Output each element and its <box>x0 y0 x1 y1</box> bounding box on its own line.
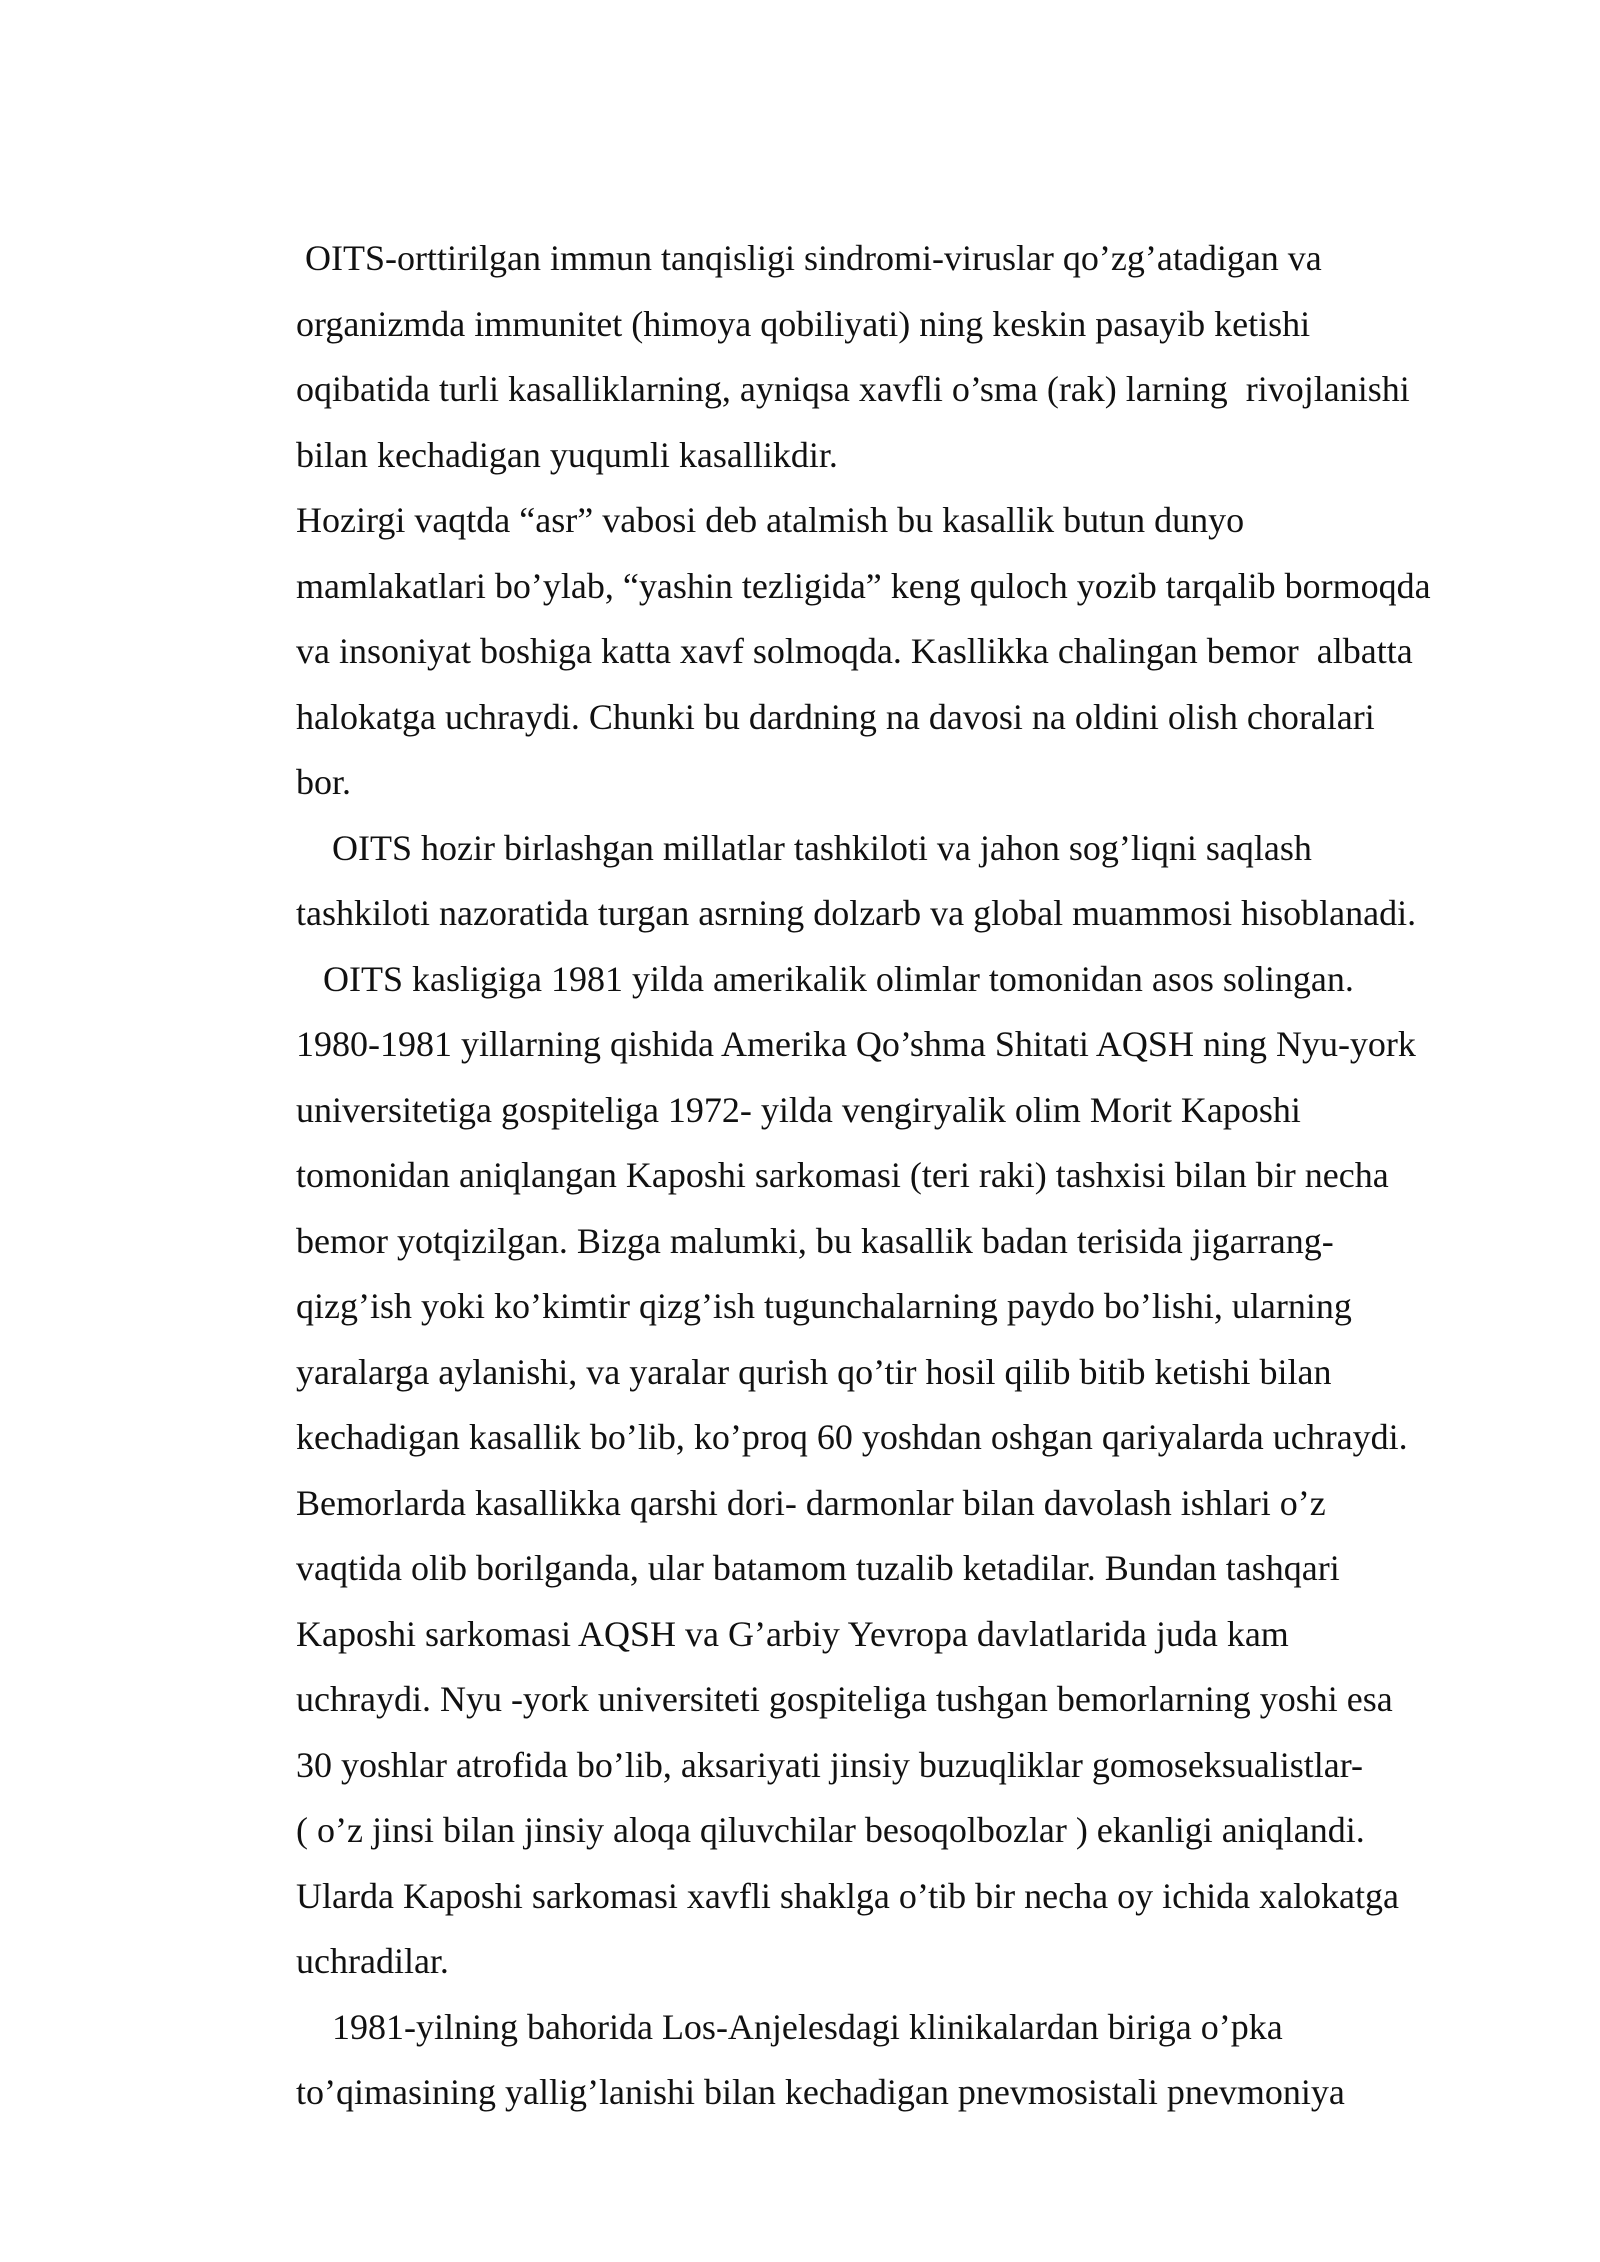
text-line: bemor yotqizilgan. Bizga malumki, bu kasallik badan terisida jigarrang- <box>296 1220 1334 1261</box>
text-line: tashkiloti nazoratida turgan asrning dolzarb va global muammosi hisoblanadi. <box>296 893 1417 933</box>
text-line: yaralarga aylanishi, va yaralar qurish qo’tir hosil qilib bitib ketishi bilan <box>296 1351 1332 1392</box>
text-line: OITS hozir birlashgan millatlar tashkiloti va jahon sog’liqni saqlash <box>296 827 1312 868</box>
text-line: uchradilar. <box>296 1941 449 1981</box>
text-line: Ularda Kaposhi sarkomasi xavfli shaklga o’tib bir necha oy ichida xalokatga <box>296 1875 1400 1916</box>
text-line: vaqtida olib borilganda, ular batamom tuzalib ketadilar. Bundan tashqari <box>296 1548 1340 1588</box>
text-line: bilan kechadigan yuqumli kasallikdir. <box>296 434 838 475</box>
text-line: Bemorlarda kasallikka qarshi dori- darmonlar bilan davolash ishlari o’z <box>296 1482 1326 1523</box>
text-line: bor. <box>296 762 352 802</box>
text-line: 1981-yilning bahorida Los-Anjelesdagi klinikalardan biriga o’pka <box>296 2006 1283 2047</box>
text-line: va insoniyat boshiga katta xavf solmoqda. Kasllikka chalingan bemor albatta <box>296 631 1413 671</box>
text-line: OITS-orttirilgan immun tanqisligi sindromi-viruslar qo’zg’atadigan va <box>296 238 1322 278</box>
text-line: oqibatida turli kasalliklarning, ayniqsa xavfli o’sma (rak) larning rivojlanishi <box>296 369 1410 409</box>
text-line: tomonidan aniqlangan Kaposhi sarkomasi (teri raki) tashxisi bilan bir necha <box>296 1155 1389 1195</box>
text-line: Kaposhi sarkomasi AQSH va G’arbiy Yevropa davlatlarida juda kam <box>296 1613 1289 1654</box>
text-line: kechadigan kasallik bo’lib, ko’proq 60 yoshdan oshgan qariyalarda uchraydi. <box>296 1417 1408 1457</box>
document-body <box>296 226 1526 2126</box>
text-line: mamlakatlari bo’ylab, “yashin tezligida” keng quloch yozib tarqalib bormoqda <box>296 565 1431 606</box>
text-line: 30 yoshlar atrofida bo’lib, aksariyati jinsiy buzuqliklar gomoseksualistlar- <box>296 1744 1364 1785</box>
text-line: halokatga uchraydi. Chunki bu dardning na davosi na oldini olish choralari <box>296 696 1375 737</box>
text-line: universitetiga gospiteliga 1972- yilda vengiryalik olim Morit Kaposhi <box>296 1089 1301 1130</box>
text-line: qizg’ish yoki ko’kimtir qizg’ish tugunchalarning paydo bo’lishi, ularning <box>296 1286 1352 1326</box>
text-line: uchraydi. Nyu -york universiteti gospiteliga tushgan bemorlarning yoshi esa <box>296 1679 1393 1719</box>
text-line: Hozirgi vaqtda “asr” vabosi deb atalmish bu kasallik butun dunyo <box>296 500 1245 540</box>
text-line: 1980-1981 yillarning qishida Amerika Qo’shma Shitati AQSH ning Nyu-york <box>296 1024 1416 1064</box>
text-line: ( o’z jinsi bilan jinsiy aloqa qiluvchilar besoqolbozlar ) ekanligi aniqlandi. <box>296 1810 1365 1850</box>
text-line: to’qimasining yallig’lanishi bilan kechadigan pnevmosistali pnevmoniya <box>296 2072 1345 2112</box>
text-line: organizmda immunitet (himoya qobiliyati) ning keskin pasayib ketishi <box>296 303 1311 344</box>
text-line: OITS kasligiga 1981 yilda amerikalik olimlar tomonidan asos solingan. <box>296 958 1354 999</box>
